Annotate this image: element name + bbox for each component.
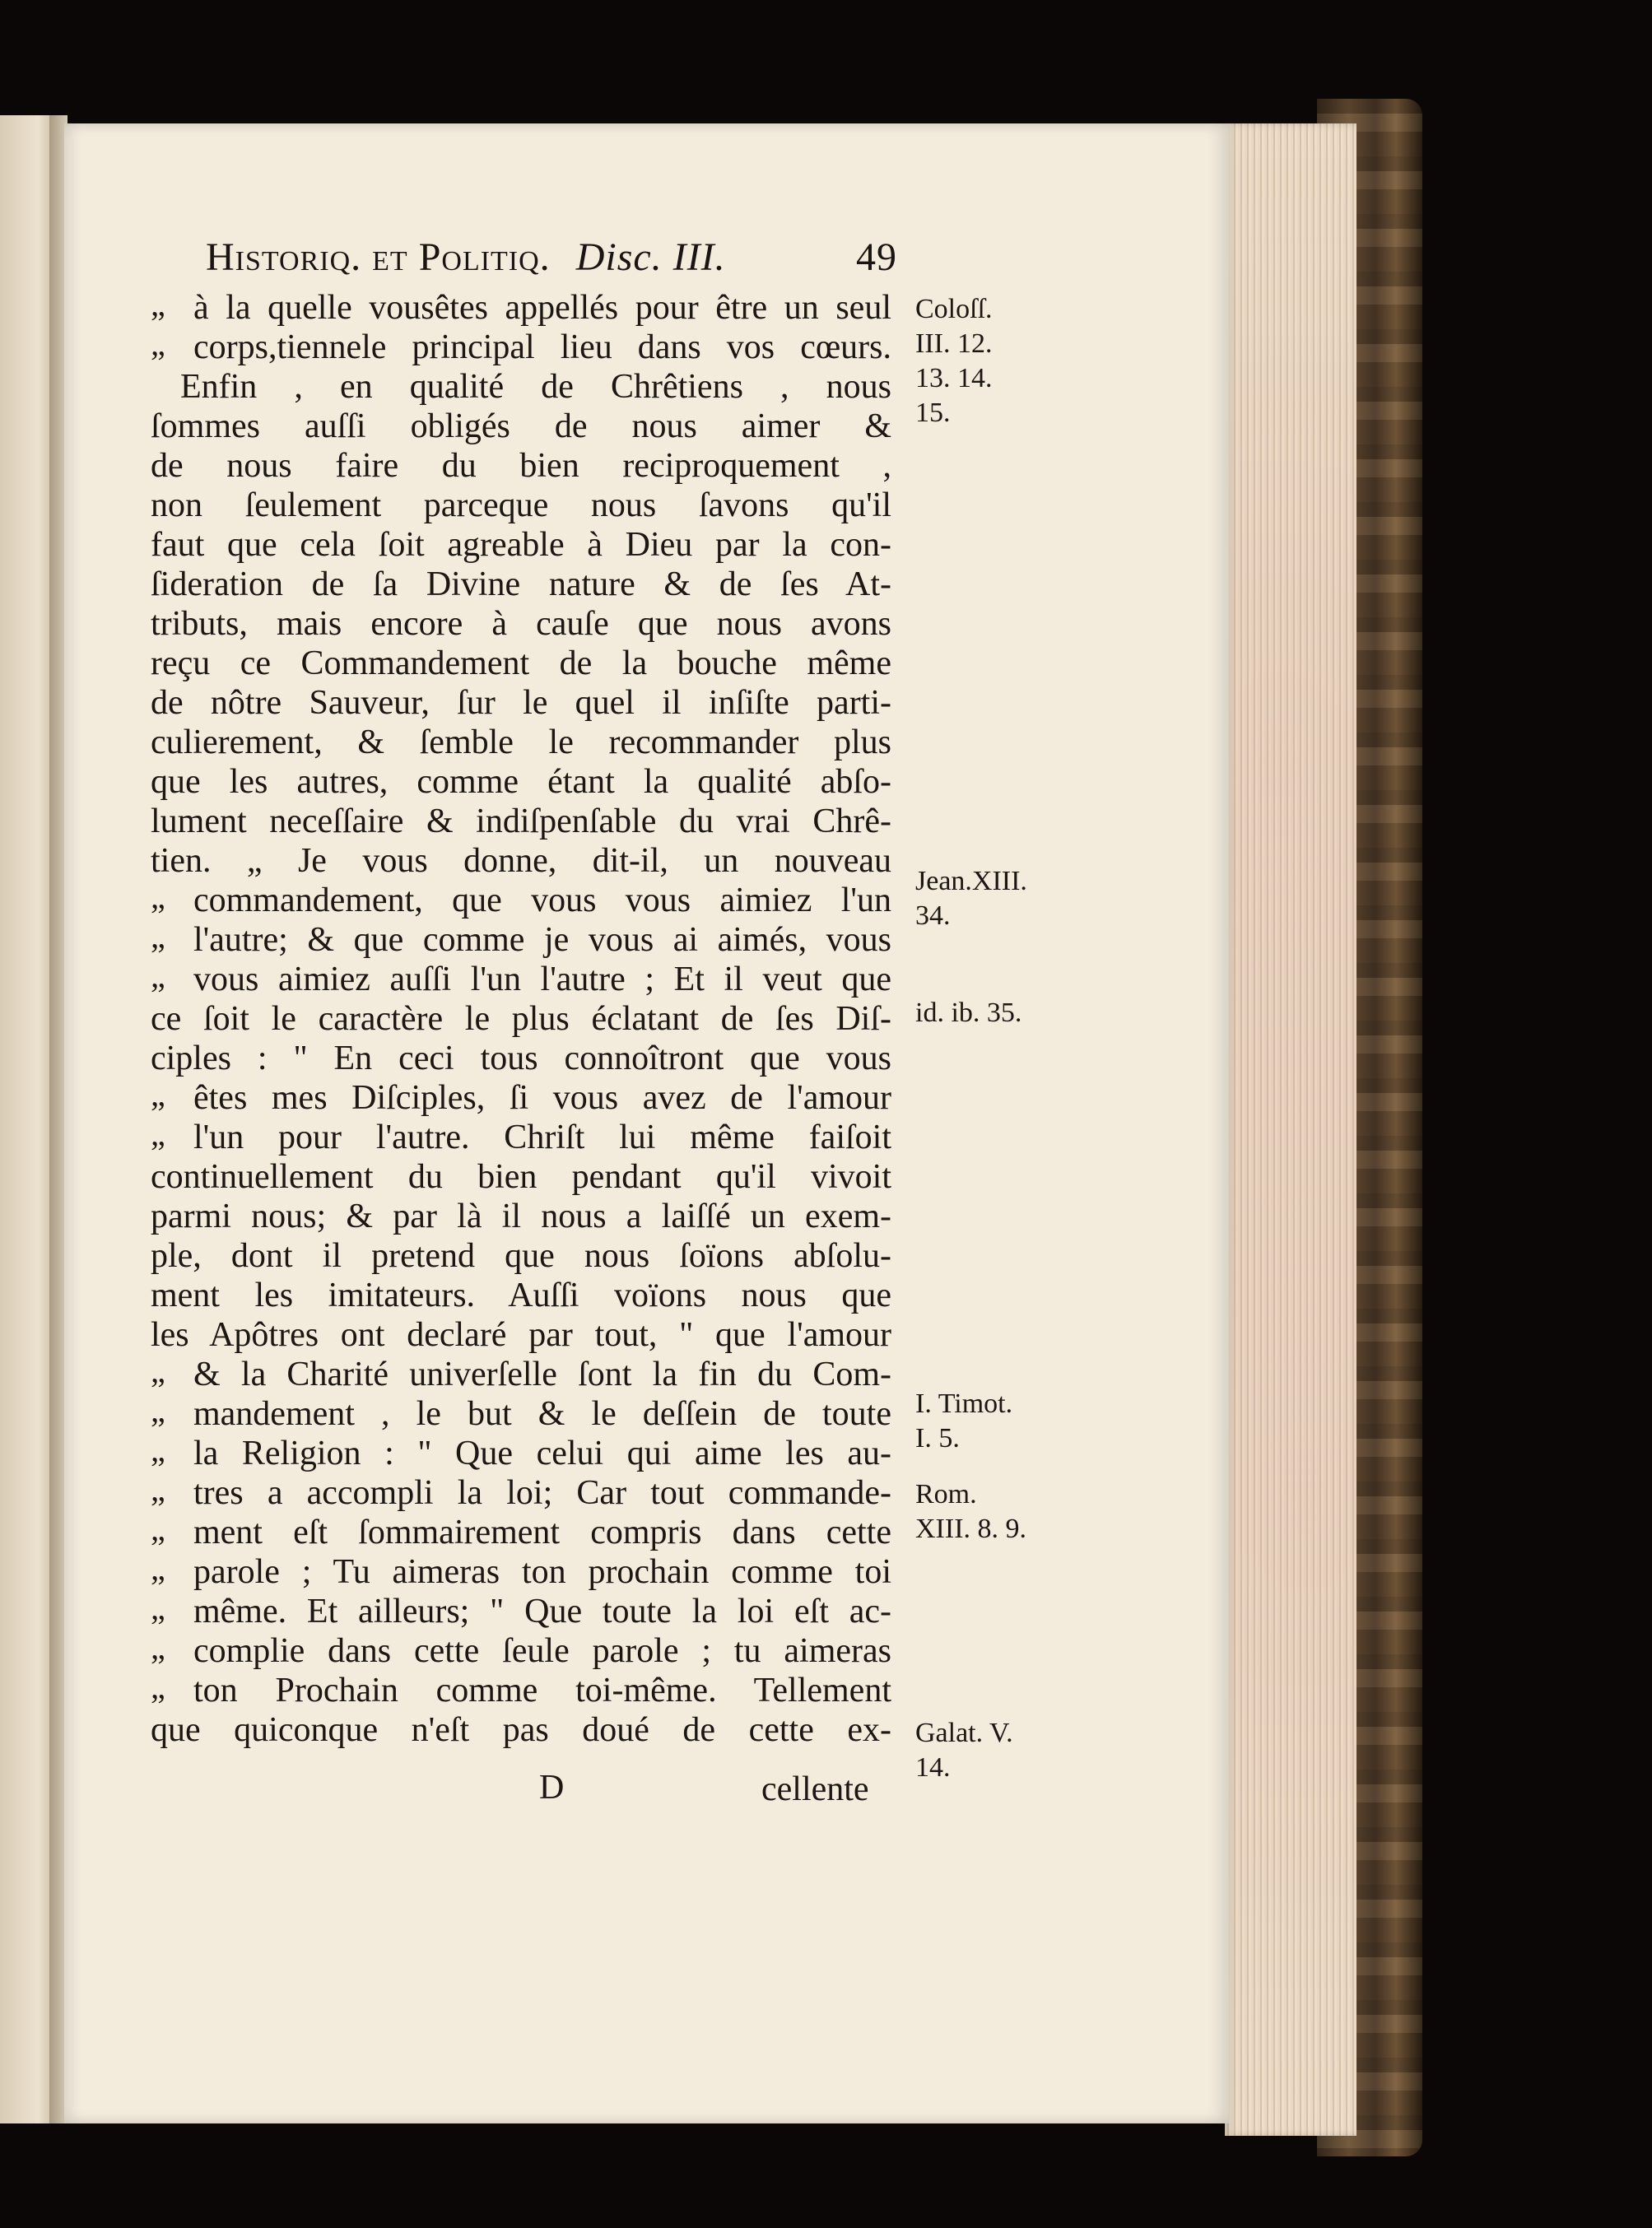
text-line: non ſeulement parceque nous ſavons qu'il <box>151 486 891 524</box>
margin-note: Coloſſ. III. 12. 13. 14. 15. <box>915 294 993 428</box>
text-line: „ vous aimiez auſſi l'un l'autre ; Et il veut que <box>151 960 891 999</box>
catchword: cellente <box>761 1770 869 1808</box>
text-line: „ & la Charité univerſelle ſont la fin du Com- <box>151 1355 891 1394</box>
text-line: „ même. Et ailleurs; " Que toute la loi eſt ac- <box>151 1592 891 1631</box>
text-line: tien. „ Je vous donne, dit-il, un nouveau <box>151 842 891 880</box>
margin-note: Galat. V. 14. <box>915 1718 1013 1783</box>
signature-mark: D <box>539 1769 565 1807</box>
text-line: „ mandement , le but & le deſſein de toute <box>151 1394 891 1434</box>
text-line: „ êtes mes Diſciples, ſi vous avez de l'amour <box>151 1078 891 1118</box>
text-line: ſideration de ſa Divine nature & de ſes At- <box>151 565 891 603</box>
text-line: culierement, & ſemble le recommander plus <box>151 723 891 761</box>
body-text <box>151 288 891 1750</box>
left-page-edge <box>0 115 54 2123</box>
text-line: que quiconque n'eſt pas doué de cette ex- <box>151 1711 891 1749</box>
discourse-number: Disc. III. <box>575 235 726 279</box>
text-line: ſommes auſſi obligés de nous aimer & <box>151 407 891 445</box>
text-line: „ à la quelle vousêtes appellés pour être un seul <box>151 288 891 328</box>
text-line: faut que cela ſoit agreable à Dieu par la con- <box>151 526 891 564</box>
text-line: parmi nous; & par là il nous a laiſſé un exem- <box>151 1198 891 1235</box>
page-number: 49 <box>856 235 897 279</box>
text-line: de nôtre Sauveur, ſur le quel il inſiſte parti- <box>151 684 891 722</box>
text-line: „ tres a accompli la loi; Car tout commande- <box>151 1473 891 1513</box>
text-line: ciples : " En ceci tous connoîtront que vous <box>151 1040 891 1077</box>
margin-note: id. ib. 35. <box>915 998 1022 1028</box>
text-line: que les autres, comme étant la qualité abſo- <box>151 763 891 801</box>
text-line: de nous faire du bien reciproquement , <box>151 447 891 485</box>
text-line: continuellement du bien pendant qu'il vivoit <box>151 1158 891 1196</box>
margin-note: I. Timot. I. 5. <box>915 1388 1013 1454</box>
text-line: tributs, mais encore à cauſe que nous avons <box>151 605 891 643</box>
text-line: „ la Religion : " Que celui qui aime les au- <box>151 1434 891 1473</box>
text-line: Enfin , en qualité de Chrêtiens , nous <box>180 368 891 406</box>
running-title: Historiq. et Politiq. <box>206 235 551 279</box>
text-line: „ complie dans cette ſeule parole ; tu aimeras <box>151 1631 891 1671</box>
margin-note: Jean.XIII. 34. <box>915 866 1027 931</box>
text-line: „ l'autre; & que comme je vous ai aimés, vous <box>151 920 891 960</box>
running-header <box>206 235 897 292</box>
text-line: „ ton Prochain comme toi-même. Tellement <box>151 1671 891 1710</box>
text-line: „ commandement, que vous vous aimiez l'un <box>151 881 891 920</box>
text-line: reçu ce Commandement de la bouche même <box>151 644 891 682</box>
text-line: „ l'un pour l'autre. Chriſt lui même faiſoit <box>151 1118 891 1157</box>
text-line: lument neceſſaire & indiſpenſable du vrai Chrê- <box>151 802 891 840</box>
text-line: „ corps,tiennele principal lieu dans vos cœurs. <box>151 328 891 367</box>
text-line: ment les imitateurs. Auſſi voïons nous que <box>151 1277 891 1314</box>
text-line: „ parole ; Tu aimeras ton prochain comme toi <box>151 1552 891 1592</box>
margin-note: Rom. XIII. 8. 9. <box>915 1479 1027 1544</box>
text-line: ple, dont il pretend que nous ſoïons abſolu- <box>151 1237 891 1275</box>
text-line: les Apôtres ont declaré par tout, " que l'amour <box>151 1316 891 1354</box>
text-line: ce ſoit le caractère le plus éclatant de ſes Diſ- <box>151 1000 891 1038</box>
page-fore-edge <box>1225 123 1357 2136</box>
text-line: „ ment eſt ſommairement compris dans cette <box>151 1513 891 1552</box>
